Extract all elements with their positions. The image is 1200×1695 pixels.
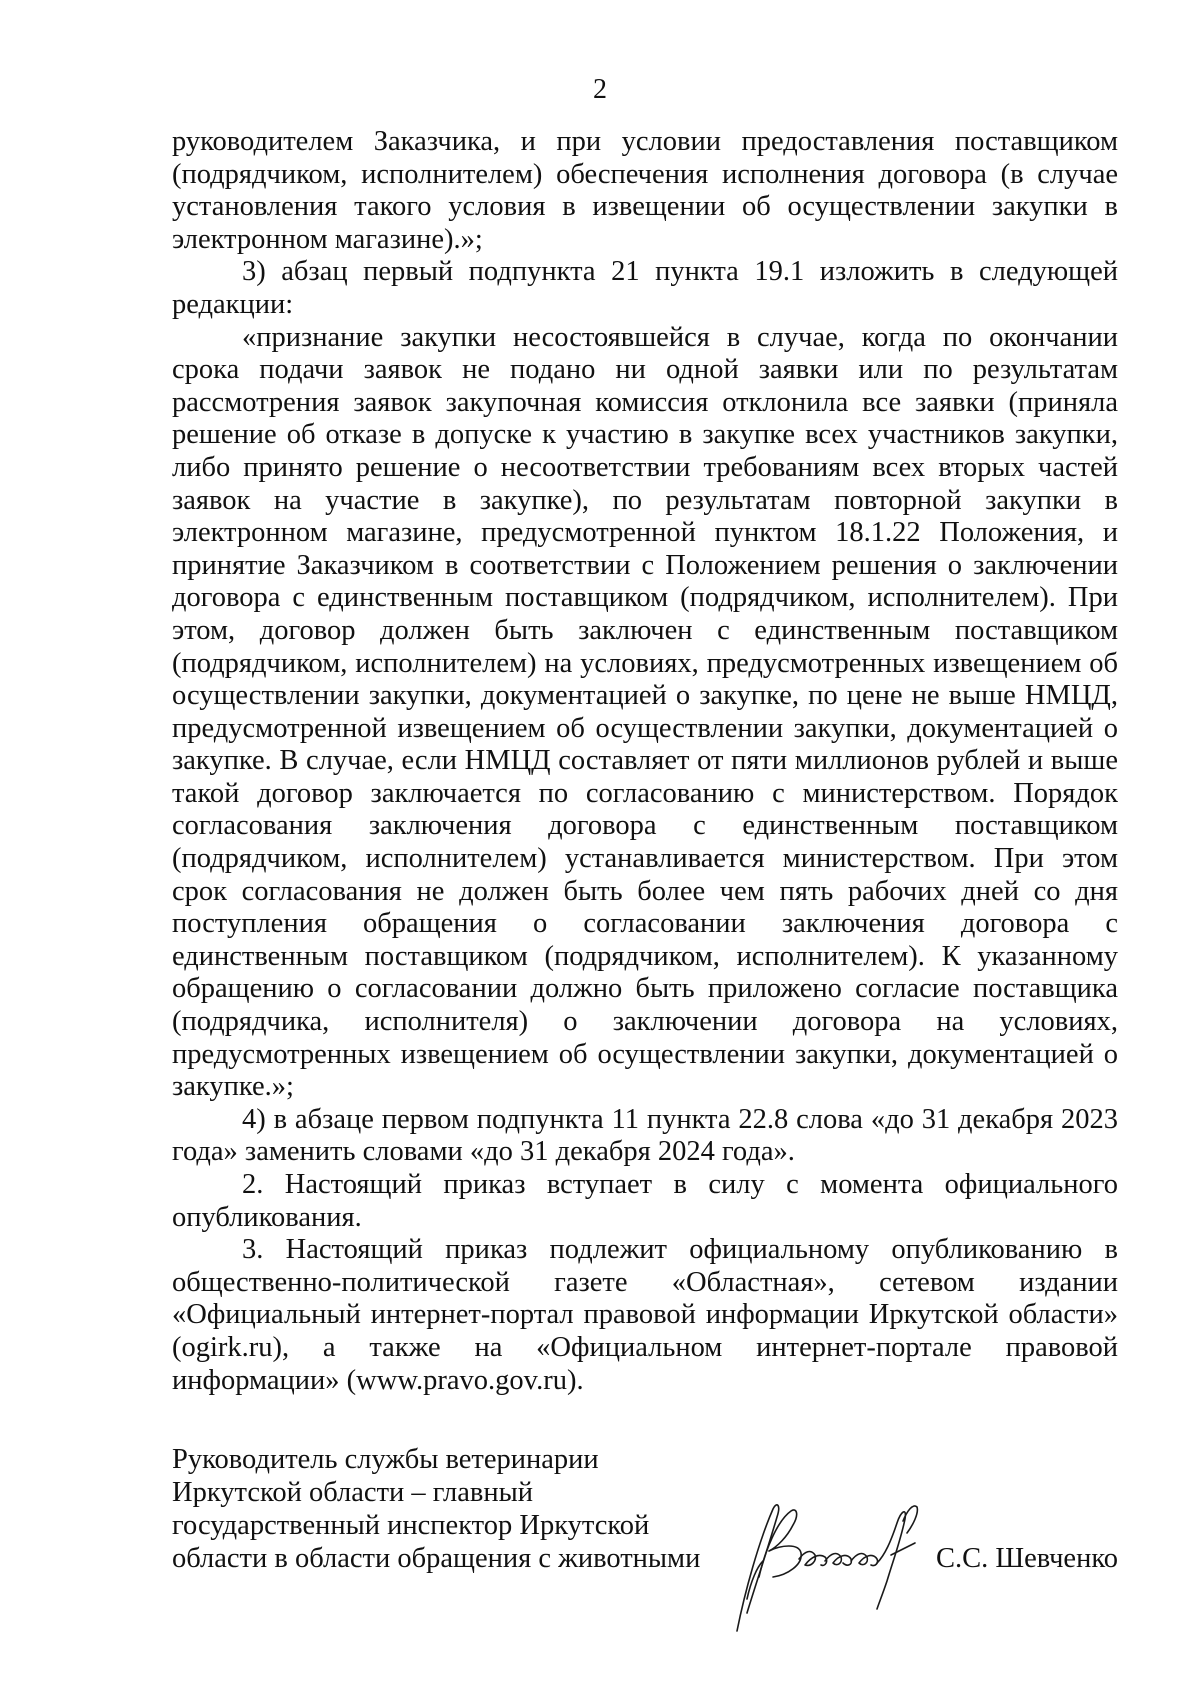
paragraph-quoted-text: «признание закупки несостоявшейся в случае, когда по окончании срока подачи заявок не подано ни одной заявки или по результатам рассмотрения заявок закупочная комиссия отклонила все заявки (приняла решение об отказе в допуске к участию в закупке всех участников закупки, либо принято решение о несоответствии требованиям всех вторых частей заявок на участие в закупке), по результатам повторной закупки в электронном магазине, предусмотренной пунктом 18.1.22 Положения, и принятие Заказчиком в соответствии с Положением решения о заключении договора с единственным поставщиком (подрядчиком, исполнителем). При этом, договор должен быть заключен с единственным поставщиком (подрядчиком, исполнителем) на условиях, предусмотренных извещением об осуществлении закупки, документацией о закупке, по цене не выше НМЦД, предусмотренной извещением об осуществлении закупки, документацией о закупке. В случае, если НМЦД составляет от пяти миллионов рублей и выше такой договор заключается по согласованию с министерством. Порядок согласования заключения договора с единственным поставщиком (подрядчиком, исполнителем) устанавливается министерством. При этом срок согласования не должен быть более чем пять рабочих дней со дня поступления обращения о согласовании заключения договора с единственным поставщиком (подрядчиком, исполнителем). К указанному обращению о согласовании должно быть приложено согласие поставщика (подрядчика, исполнителя) о заключении договора на условиях, предусмотренных извещением об осуществлении закупки, документацией о закупке.»; xyxy=(172,321,1118,1103)
paragraph-item-4: 4) в абзаце первом подпункта 11 пункта 22.8 слова «до 31 декабря 2023 года» заменить словами «до 31 декабря 2024 года». xyxy=(172,1103,1118,1168)
signer-title-line: Руководитель службы ветеринарии xyxy=(172,1444,599,1475)
signer-title-line: области в области обращения с животными xyxy=(172,1543,701,1574)
signer-title-line: государственный инспектор Иркутской xyxy=(172,1510,650,1541)
signature-block xyxy=(172,1443,1118,1643)
paragraph-clause-3: 3. Настоящий приказ подлежит официальному опубликованию в общественно-политической газете «Областная», сетевом издании «Официальный интернет-портал правовой информации Иркутской области» (ogirk.ru), а также на «Официальном интернет-портале правовой информации» (www.pravo.gov.ru). xyxy=(172,1234,1118,1396)
page-number: 2 xyxy=(593,74,607,105)
paragraph-item-3: 3) абзац первый подпункта 21 пункта 19.1 изложить в следующей редакции: xyxy=(172,256,1118,320)
signer-title-line: Иркутской области – главный xyxy=(172,1477,533,1508)
signer-name: С.С. Шевченко xyxy=(935,1543,1118,1574)
signer-title xyxy=(172,1443,732,1575)
handwritten-signature-icon xyxy=(707,1481,937,1646)
paragraph-clause-2: 2. Настоящий приказ вступает в силу с момента официального опубликования. xyxy=(172,1169,1118,1233)
document-body xyxy=(172,126,1118,1397)
paragraph-continuation: руководителем Заказчика, и при условии предоставления поставщиком (подрядчиком, исполнителем) обеспечения исполнения договора (в случае установления такого условия в извещении об осуществлении закупки в электронном магазине).»; xyxy=(172,126,1118,255)
